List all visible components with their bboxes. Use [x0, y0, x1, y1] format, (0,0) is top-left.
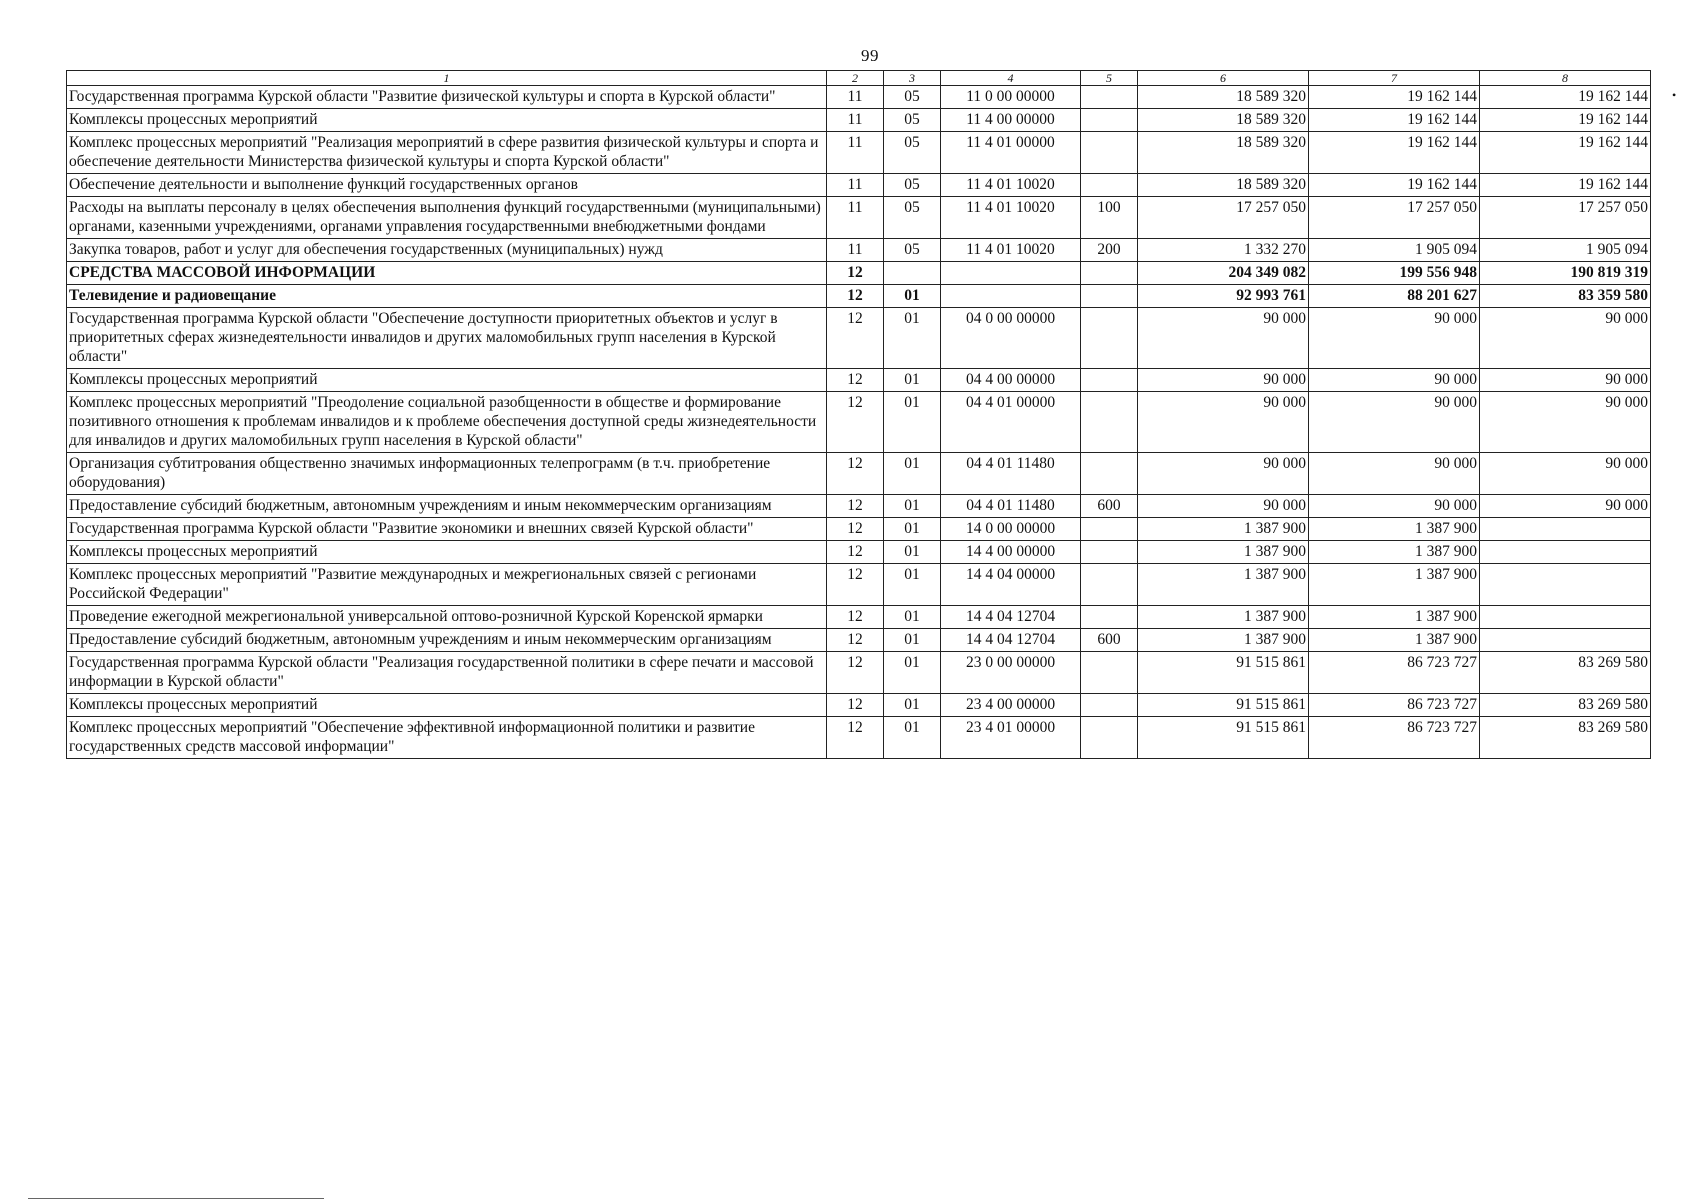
expense-name: Комплексы процессных мероприятий — [67, 109, 827, 132]
expense-type-code — [1081, 541, 1138, 564]
amount-col-7: 1 905 094 — [1309, 239, 1480, 262]
target-article-code: 11 4 01 10020 — [941, 239, 1081, 262]
subsection-code: 05 — [884, 132, 941, 174]
amount-col-8: 90 000 — [1480, 392, 1651, 453]
amount-col-6: 18 589 320 — [1138, 109, 1309, 132]
amount-col-7: 86 723 727 — [1309, 652, 1480, 694]
section-code: 12 — [827, 262, 884, 285]
page-number: 99 — [861, 46, 879, 65]
target-article-code: 11 4 00 00000 — [941, 109, 1081, 132]
expense-name: Расходы на выплаты персоналу в целях обеспечения выполнения функций государственными (муниципальными) органами, казенными учреждениями, органами управления государственными внебюджетными фондами — [67, 197, 827, 239]
section-code: 12 — [827, 541, 884, 564]
expense-name: СРЕДСТВА МАССОВОЙ ИНФОРМАЦИИ — [67, 262, 827, 285]
table-row — [67, 495, 1651, 518]
section-code: 11 — [827, 174, 884, 197]
amount-col-7: 1 387 900 — [1309, 606, 1480, 629]
subsection-code: 01 — [884, 392, 941, 453]
expense-name: Государственная программа Курской области "Реализация государственной политики в сфере печати и массовой информации в Курской области" — [67, 652, 827, 694]
subsection-code: 01 — [884, 564, 941, 606]
expense-type-code — [1081, 86, 1138, 109]
amount-col-7: 19 162 144 — [1309, 132, 1480, 174]
table-row — [67, 541, 1651, 564]
expense-name: Проведение ежегодной межрегиональной универсальной оптово-розничной Курской Коренской ярмарки — [67, 606, 827, 629]
target-article-code — [941, 285, 1081, 308]
expense-type-code — [1081, 369, 1138, 392]
expense-type-code — [1081, 717, 1138, 759]
subsection-code — [884, 262, 941, 285]
section-code: 12 — [827, 694, 884, 717]
section-code: 12 — [827, 564, 884, 606]
amount-col-7: 19 162 144 — [1309, 174, 1480, 197]
target-article-code: 23 4 01 00000 — [941, 717, 1081, 759]
amount-col-6: 90 000 — [1138, 392, 1309, 453]
expense-type-code — [1081, 262, 1138, 285]
expense-type-code — [1081, 132, 1138, 174]
amount-col-6: 90 000 — [1138, 495, 1309, 518]
section-code: 12 — [827, 652, 884, 694]
table-row — [67, 86, 1651, 109]
amount-col-8: 83 269 580 — [1480, 652, 1651, 694]
expense-type-code — [1081, 606, 1138, 629]
target-article-code: 14 4 00 00000 — [941, 541, 1081, 564]
amount-col-7: 17 257 050 — [1309, 197, 1480, 239]
section-code: 12 — [827, 629, 884, 652]
expense-type-code — [1081, 392, 1138, 453]
subsection-code: 05 — [884, 197, 941, 239]
expense-type-code: 600 — [1081, 629, 1138, 652]
table-row — [67, 453, 1651, 495]
table-row — [67, 197, 1651, 239]
amount-col-6: 1 387 900 — [1138, 564, 1309, 606]
amount-col-8 — [1480, 629, 1651, 652]
expense-name: Государственная программа Курской области "Развитие физической культуры и спорта в Курской области" — [67, 86, 827, 109]
subsection-code: 01 — [884, 495, 941, 518]
column-header: 6 — [1138, 71, 1309, 86]
expense-type-code: 200 — [1081, 239, 1138, 262]
expense-type-code — [1081, 652, 1138, 694]
table-row — [67, 564, 1651, 606]
expense-name: Обеспечение деятельности и выполнение функций государственных органов — [67, 174, 827, 197]
amount-col-6: 1 387 900 — [1138, 518, 1309, 541]
target-article-code: 11 0 00 00000 — [941, 86, 1081, 109]
subsection-code: 01 — [884, 694, 941, 717]
amount-col-7: 88 201 627 — [1309, 285, 1480, 308]
subsection-code: 01 — [884, 285, 941, 308]
target-article-code: 11 4 01 10020 — [941, 197, 1081, 239]
target-article-code: 14 0 00 00000 — [941, 518, 1081, 541]
expense-name: Комплексы процессных мероприятий — [67, 541, 827, 564]
amount-col-8: 190 819 319 — [1480, 262, 1651, 285]
amount-col-6: 204 349 082 — [1138, 262, 1309, 285]
target-article-code: 11 4 01 00000 — [941, 132, 1081, 174]
amount-col-7: 1 387 900 — [1309, 564, 1480, 606]
table-row — [67, 174, 1651, 197]
column-header: 3 — [884, 71, 941, 86]
table-row — [67, 606, 1651, 629]
section-code: 11 — [827, 239, 884, 262]
expense-type-code — [1081, 174, 1138, 197]
amount-col-7: 90 000 — [1309, 453, 1480, 495]
expense-name: Государственная программа Курской области "Обеспечение доступности приоритетных объектов и услуг в приоритетных сферах жизнедеятельности инвалидов и других маломобильных групп населения в Курской области" — [67, 308, 827, 369]
amount-col-8 — [1480, 606, 1651, 629]
subsection-code: 05 — [884, 239, 941, 262]
section-code: 12 — [827, 285, 884, 308]
amount-col-8: 19 162 144 — [1480, 86, 1651, 109]
column-header: 5 — [1081, 71, 1138, 86]
amount-col-6: 92 993 761 — [1138, 285, 1309, 308]
expense-name: Организация субтитрования общественно значимых информационных телепрограмм (в т.ч. приобретение оборудования) — [67, 453, 827, 495]
target-article-code: 14 4 04 12704 — [941, 629, 1081, 652]
amount-col-6: 91 515 861 — [1138, 652, 1309, 694]
expense-name: Закупка товаров, работ и услуг для обеспечения государственных (муниципальных) нужд — [67, 239, 827, 262]
subsection-code: 01 — [884, 518, 941, 541]
expense-type-code — [1081, 694, 1138, 717]
amount-col-8: 83 359 580 — [1480, 285, 1651, 308]
expense-type-code — [1081, 308, 1138, 369]
expense-name: Государственная программа Курской области "Развитие экономики и внешних связей Курской области" — [67, 518, 827, 541]
target-article-code: 23 0 00 00000 — [941, 652, 1081, 694]
expense-name: Комплекс процессных мероприятий "Реализация мероприятий в сфере развития физической культуры и спорта и обеспечение деятельности Министерства физической культуры и спорта Курской области" — [67, 132, 827, 174]
amount-col-6: 1 387 900 — [1138, 606, 1309, 629]
table-row — [67, 652, 1651, 694]
subsection-code: 01 — [884, 652, 941, 694]
expense-name: Телевидение и радиовещание — [67, 285, 827, 308]
expense-type-code — [1081, 109, 1138, 132]
target-article-code — [941, 262, 1081, 285]
subsection-code: 05 — [884, 109, 941, 132]
table-body — [67, 86, 1651, 759]
subsection-code: 01 — [884, 541, 941, 564]
column-header: 2 — [827, 71, 884, 86]
table-row — [67, 239, 1651, 262]
expense-name: Предоставление субсидий бюджетным, автономным учреждениям и иным некоммерческим организациям — [67, 629, 827, 652]
section-code: 11 — [827, 86, 884, 109]
amount-col-6: 18 589 320 — [1138, 132, 1309, 174]
amount-col-8: 83 269 580 — [1480, 717, 1651, 759]
section-code: 12 — [827, 717, 884, 759]
target-article-code: 04 4 00 00000 — [941, 369, 1081, 392]
target-article-code: 23 4 00 00000 — [941, 694, 1081, 717]
section-code: 11 — [827, 109, 884, 132]
target-article-code: 04 0 00 00000 — [941, 308, 1081, 369]
table-row — [67, 262, 1651, 285]
section-code: 12 — [827, 453, 884, 495]
amount-col-8: 90 000 — [1480, 453, 1651, 495]
margin-mark: • — [1672, 88, 1677, 102]
expense-name: Предоставление субсидий бюджетным, автономным учреждениям и иным некоммерческим организациям — [67, 495, 827, 518]
amount-col-8 — [1480, 564, 1651, 606]
subsection-code: 05 — [884, 86, 941, 109]
subsection-code: 01 — [884, 453, 941, 495]
amount-col-8: 17 257 050 — [1480, 197, 1651, 239]
target-article-code: 04 4 01 00000 — [941, 392, 1081, 453]
section-code: 12 — [827, 495, 884, 518]
target-article-code: 14 4 04 00000 — [941, 564, 1081, 606]
amount-col-6: 90 000 — [1138, 308, 1309, 369]
section-code: 11 — [827, 197, 884, 239]
target-article-code: 04 4 01 11480 — [941, 495, 1081, 518]
target-article-code: 11 4 01 10020 — [941, 174, 1081, 197]
section-code: 12 — [827, 308, 884, 369]
expense-name: Комплексы процессных мероприятий — [67, 369, 827, 392]
subsection-code: 01 — [884, 369, 941, 392]
amount-col-7: 86 723 727 — [1309, 694, 1480, 717]
amount-col-6: 1 387 900 — [1138, 629, 1309, 652]
subsection-code: 01 — [884, 717, 941, 759]
amount-col-7: 1 387 900 — [1309, 518, 1480, 541]
amount-col-8: 1 905 094 — [1480, 239, 1651, 262]
amount-col-8: 83 269 580 — [1480, 694, 1651, 717]
expense-type-code — [1081, 285, 1138, 308]
subsection-code: 01 — [884, 308, 941, 369]
footer-rule — [28, 1198, 324, 1199]
expense-type-code: 600 — [1081, 495, 1138, 518]
table-row — [67, 132, 1651, 174]
column-number-row — [67, 71, 1651, 86]
expense-name: Комплекс процессных мероприятий "Развитие международных и межрегиональных связей с регионами Российской Федерации" — [67, 564, 827, 606]
column-header: 4 — [941, 71, 1081, 86]
column-header: 1 — [67, 71, 827, 86]
target-article-code: 04 4 01 11480 — [941, 453, 1081, 495]
amount-col-8: 19 162 144 — [1480, 174, 1651, 197]
expense-type-code — [1081, 518, 1138, 541]
amount-col-6: 1 387 900 — [1138, 541, 1309, 564]
amount-col-8: 90 000 — [1480, 495, 1651, 518]
amount-col-8 — [1480, 541, 1651, 564]
amount-col-6: 91 515 861 — [1138, 694, 1309, 717]
amount-col-6: 18 589 320 — [1138, 174, 1309, 197]
amount-col-7: 90 000 — [1309, 369, 1480, 392]
budget-table — [66, 70, 1651, 759]
table-row — [67, 308, 1651, 369]
table-row — [67, 285, 1651, 308]
table-row — [67, 109, 1651, 132]
amount-col-7: 1 387 900 — [1309, 629, 1480, 652]
section-code: 12 — [827, 606, 884, 629]
amount-col-6: 91 515 861 — [1138, 717, 1309, 759]
column-header: 7 — [1309, 71, 1480, 86]
target-article-code: 14 4 04 12704 — [941, 606, 1081, 629]
table-row — [67, 392, 1651, 453]
table-row — [67, 694, 1651, 717]
expense-name: Комплекс процессных мероприятий "Преодоление социальной разобщенности в обществе и формирование позитивного отношения к проблемам инвалидов и к проблеме обеспечения доступной среды жизнедеятельности для инвалидов и других маломобильных групп населения в Курской области" — [67, 392, 827, 453]
expense-type-code — [1081, 453, 1138, 495]
expense-name: Комплекс процессных мероприятий "Обеспечение эффективной информационной политики и развитие государственных средств массовой информации" — [67, 717, 827, 759]
section-code: 12 — [827, 518, 884, 541]
amount-col-8: 19 162 144 — [1480, 132, 1651, 174]
subsection-code: 01 — [884, 606, 941, 629]
table-row — [67, 518, 1651, 541]
amount-col-6: 18 589 320 — [1138, 86, 1309, 109]
expense-type-code — [1081, 564, 1138, 606]
amount-col-7: 199 556 948 — [1309, 262, 1480, 285]
table-row — [67, 629, 1651, 652]
amount-col-8 — [1480, 518, 1651, 541]
amount-col-7: 90 000 — [1309, 308, 1480, 369]
section-code: 11 — [827, 132, 884, 174]
amount-col-6: 1 332 270 — [1138, 239, 1309, 262]
table-row — [67, 717, 1651, 759]
section-code: 12 — [827, 369, 884, 392]
expense-name: Комплексы процессных мероприятий — [67, 694, 827, 717]
amount-col-7: 90 000 — [1309, 495, 1480, 518]
amount-col-7: 19 162 144 — [1309, 109, 1480, 132]
amount-col-8: 90 000 — [1480, 369, 1651, 392]
amount-col-8: 19 162 144 — [1480, 109, 1651, 132]
table-row — [67, 369, 1651, 392]
amount-col-7: 19 162 144 — [1309, 86, 1480, 109]
amount-col-7: 90 000 — [1309, 392, 1480, 453]
subsection-code: 01 — [884, 629, 941, 652]
column-header: 8 — [1480, 71, 1651, 86]
amount-col-6: 90 000 — [1138, 453, 1309, 495]
section-code: 12 — [827, 392, 884, 453]
expense-type-code: 100 — [1081, 197, 1138, 239]
amount-col-6: 17 257 050 — [1138, 197, 1309, 239]
subsection-code: 05 — [884, 174, 941, 197]
amount-col-7: 1 387 900 — [1309, 541, 1480, 564]
amount-col-6: 90 000 — [1138, 369, 1309, 392]
amount-col-7: 86 723 727 — [1309, 717, 1480, 759]
amount-col-8: 90 000 — [1480, 308, 1651, 369]
